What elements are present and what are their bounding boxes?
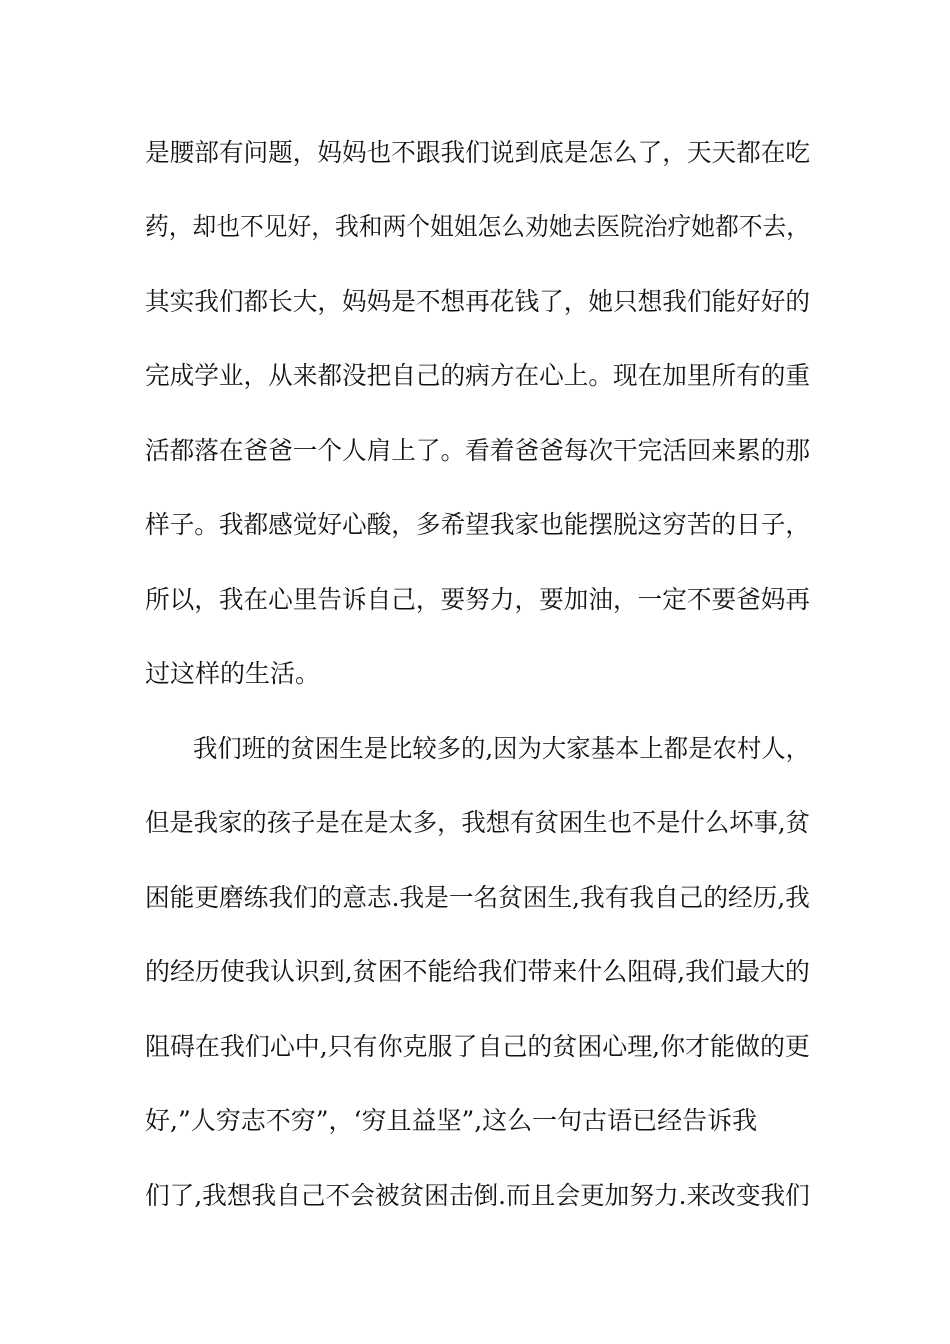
text-line: 的经历使我认识到,贫困不能给我们带来什么阻碍,我们最大的 — [145, 957, 810, 986]
text-line: 困能更磨练我们的意志.我是一名贫困生,我有我自己的经历,我 — [145, 883, 810, 912]
text-line: 好,”人穷志不穷”，‘穷且益坚”,这么一句古语已经告诉我 — [145, 1106, 758, 1135]
text-line: 活都落在爸爸一个人肩上了。看着爸爸每次干完活回来累的那 — [145, 436, 811, 465]
text-line: 但是我家的孩子是在是太多，我想有贫困生也不是什么坏事,贫 — [145, 808, 810, 837]
text-line: 们了,我想我自己不会被贫困击倒.而且会更加努力.来改变我们 — [145, 1181, 810, 1210]
text-line: 药，却也不见好，我和两个姐姐怎么劝她去医院治疗她都不去， — [145, 212, 811, 241]
text-line: 过这样的生活。 — [145, 659, 321, 688]
text-line: 完成学业，从来都没把自己的病方在心上。现在加里所有的重 — [145, 361, 811, 390]
text-line: 所以，我在心里告诉自己，要努力，要加油，一定不要爸妈再 — [145, 585, 811, 614]
text-line: 阻碍在我们心中,只有你克服了自己的贫困心理,你才能做的更 — [145, 1032, 810, 1061]
text-line: 是腰部有问题，妈妈也不跟我们说到底是怎么了，天天都在吃 — [145, 138, 811, 167]
text-line: 样子。我都感觉好心酸，多希望我家也能摆脱这穷苦的日子， — [145, 510, 811, 539]
text-line: 其实我们都长大，妈妈是不想再花钱了，她只想我们能好好的 — [145, 287, 811, 316]
paragraph-first-line: 我们班的贫困生是比较多的,因为大家基本上都是农村人， — [193, 734, 810, 763]
